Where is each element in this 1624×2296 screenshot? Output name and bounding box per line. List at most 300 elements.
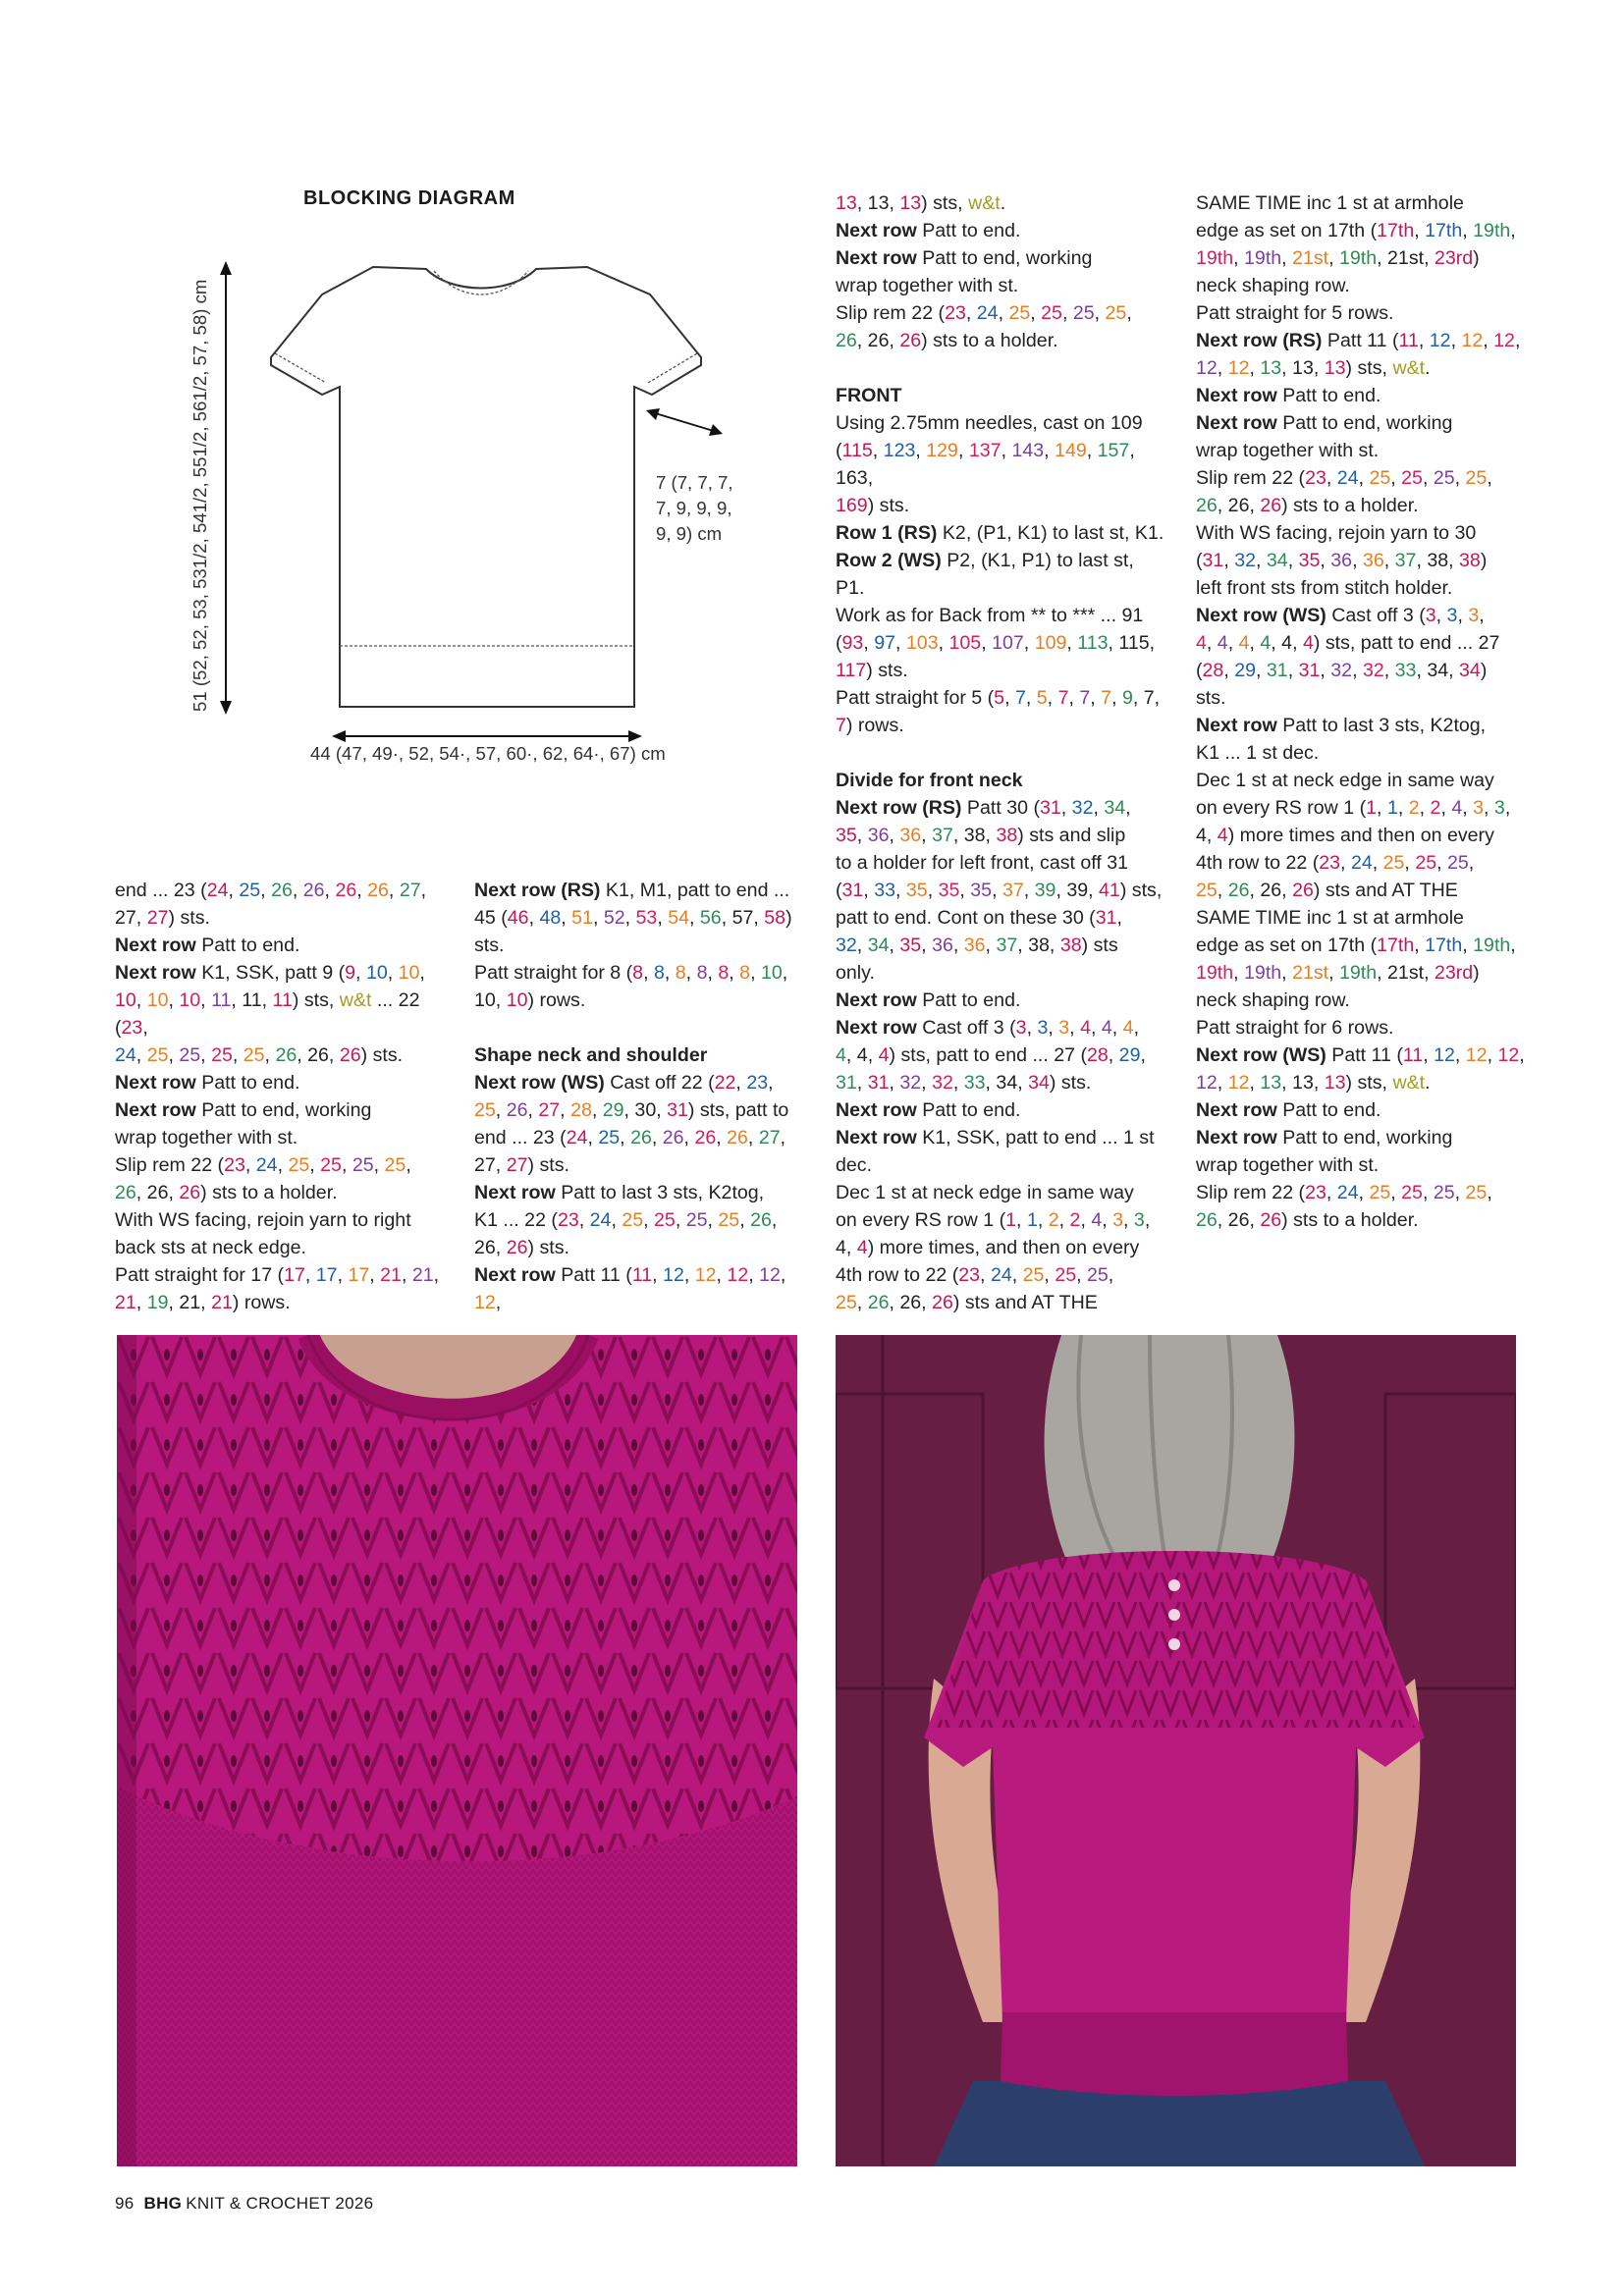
instruction-text: , [1217,1072,1228,1094]
size-value: 31 [1266,660,1288,681]
size-value: 4 [1302,632,1314,654]
instruction-text: , [277,1154,289,1176]
size-value: 12 [663,1264,684,1286]
instruction-text: P2, (K1, P1) to last st, [941,550,1134,571]
pattern-line [836,877,1174,904]
size-value: 25 [384,1154,406,1176]
instruction-text: , [1044,440,1056,461]
instruction-text: Patt to end, working [916,247,1093,269]
size-value: 12 [1196,1072,1218,1094]
size-value: 19th [1339,247,1378,269]
pattern-line [836,987,1174,1014]
instruction-text: , [1479,605,1485,626]
size-value: 26 [694,1127,717,1148]
pattern-line [836,354,1174,382]
size-value: 23rd [1434,962,1474,984]
size-value: 123 [883,440,916,461]
pattern-line [474,877,798,904]
instruction-text: , [1487,467,1492,489]
pattern-line [1196,822,1535,849]
instruction-text: , [921,1072,933,1094]
size-value: 12 [1429,330,1451,351]
size-value: 28 [1202,660,1224,681]
size-value: 8 [632,962,644,984]
size-value: 27 [146,907,169,929]
instruction-text: , [1025,687,1037,709]
instruction-text: ) sts, patt to [687,1099,789,1121]
instruction-text: ) sts, patt to end ... 27 [1313,632,1500,654]
pattern-line [1196,189,1535,217]
size-value: 1 [1026,1209,1038,1231]
pattern-column-1 [115,877,454,1316]
instruction-text: , [1436,852,1447,874]
instruction-text: , [373,1154,385,1176]
instruction-text: to a holder for left front, cast off 31 [836,852,1129,874]
pattern-line [836,547,1174,574]
size-value: 4 [878,1044,890,1066]
size-value: 25 [239,880,261,901]
size-value: 3 [1446,605,1458,626]
instruction-text: , [1256,660,1267,681]
size-value: 27 [758,1127,781,1148]
pattern-line [836,1014,1174,1041]
instruction-text: , [1328,962,1339,984]
instruction-label: Next row (WS) [1196,605,1326,626]
instruction-text: , [292,880,303,901]
size-value: 129 [926,440,958,461]
instruction-text: ) sts, [921,192,969,214]
instruction-text: , [560,1099,571,1121]
size-value: 23 [746,1072,769,1094]
pattern-line [115,1234,454,1261]
instruction-text: Cast off 22 ( [604,1072,715,1094]
instruction-text: , [1011,1264,1023,1286]
size-value: 21st [1292,962,1329,984]
instruction-text: , [420,880,427,901]
size-value: 26 [750,1209,772,1231]
instruction-text: ( [836,880,842,901]
instruction-text: , [1514,330,1521,351]
instruction-text: , [1249,632,1261,654]
instruction-text: , [624,907,636,929]
size-value: 113 [1077,632,1109,654]
pattern-line [836,299,1174,327]
pattern-line [836,1206,1174,1234]
instruction-text: , [1037,1209,1049,1231]
pattern-line [836,574,1174,602]
instruction-text: , [739,1209,751,1231]
instruction-text: , 115, [1108,632,1156,654]
instruction-text: , [419,962,425,984]
size-value: 26 [899,330,922,351]
instruction-text: , 21st, [1377,247,1435,269]
instruction-text: , [611,1209,623,1231]
pattern-line [836,1289,1174,1316]
pattern-line [836,1069,1174,1096]
size-value: 149 [1055,440,1087,461]
instruction-text: , [643,962,654,984]
size-value: 8 [653,962,665,984]
instruction-text: ) rows. [845,715,904,736]
instruction-text: Work as for Back from ** to *** ... 91 [836,605,1144,626]
instruction-text: , [1454,1182,1466,1203]
width-label: 44 (47, 49·, 52, 54·, 57, 60·, 62, 64·, 67) cm [310,743,666,764]
instruction-text: , [1287,550,1299,571]
size-value: 37 [996,934,1018,956]
instruction-text: neck shaping row. [1196,275,1350,296]
size-value: 23 [557,1209,579,1231]
size-value: 12 [1465,1044,1488,1066]
size-value: 3 [1133,1209,1145,1231]
instruction-text: , 38, [1017,934,1060,956]
pattern-line [1196,904,1535,932]
instruction-text: , [1487,1044,1498,1066]
size-value: 17th [1377,220,1415,241]
instruction-text: , 13, [1281,357,1325,379]
size-value: 37 [932,825,953,846]
instruction-text: , 38, [1416,550,1460,571]
pattern-line [115,1041,454,1069]
instruction-text: , [1026,1017,1038,1039]
pattern-line [474,959,798,987]
size-value: 34 [1266,550,1288,571]
size-value: 34 [1028,1072,1050,1094]
sleeve-label-2: 7, 9, 9, 9, [656,498,732,518]
size-value: 26 [506,1099,528,1121]
instruction-text: ) [785,907,792,929]
instruction-label: Next row [474,1264,556,1286]
instruction-text: , [1047,687,1058,709]
instruction-text: , [1450,330,1462,351]
size-value: 10 [179,989,201,1011]
size-value: 1 [1005,1209,1017,1231]
size-value: 24 [976,302,999,324]
size-value: 11 [211,989,232,1011]
instruction-text: ) sts to a holder. [1281,1209,1419,1231]
instruction-label: Next row [1196,412,1277,434]
instruction-label: Next row [836,220,917,241]
size-value: 12 [727,1264,749,1286]
instruction-text: , [1440,797,1452,819]
instruction-text: , [981,632,993,654]
size-value: 7 [1014,687,1026,709]
instruction-text: ) sts to a holder. [1281,495,1419,516]
size-value: 19th [1244,962,1282,984]
size-value: 12 [694,1264,717,1286]
instruction-text: 10, [474,989,507,1011]
instruction-text: , [1030,302,1042,324]
instruction-text: , [952,934,964,956]
size-value: 24 [589,1209,612,1231]
instruction-text: ) sts. [168,907,210,929]
instruction-text: , [1468,852,1475,874]
instruction-text: , [1108,1044,1119,1066]
instruction-text: , [1111,1017,1123,1039]
size-value: 13 [899,192,922,214]
instruction-text: , [652,1264,664,1286]
instruction-text: , [369,1264,381,1286]
size-value: 21st [1292,247,1329,269]
size-value: 25 [1022,1264,1045,1286]
size-value: 12 [1227,357,1250,379]
size-value: 29 [1118,1044,1141,1066]
instruction-text: Patt to last 3 sts, K2tog, [555,1182,765,1203]
size-value: 4 [1080,1017,1091,1039]
size-value: 34 [1104,797,1126,819]
size-value: 25 [1447,852,1469,874]
pattern-line [836,409,1174,437]
size-value: 26 [932,1292,953,1313]
size-value: 22 [714,1072,736,1094]
instruction-text: P1. [836,577,865,599]
instruction-text: , [387,962,399,984]
instruction-text: , [1066,632,1078,654]
instruction-text: , [889,825,900,846]
instruction-text: ) sts. [867,495,910,516]
size-value: 13 [1324,357,1346,379]
instruction-text: left front sts from stitch holder. [1196,577,1453,599]
instruction-text: , [889,1072,900,1094]
instruction-text: , [592,907,604,929]
instruction-text: , [244,1154,256,1176]
pattern-line [474,904,798,932]
instruction-text: , [1326,467,1337,489]
size-value: 33 [874,880,896,901]
instruction-text: Patt 11 ( [1326,1044,1403,1066]
pattern-line [1196,1096,1535,1124]
size-value: 26 [1196,1209,1218,1231]
pattern-line [474,987,798,1014]
instruction-text: , [1086,440,1098,461]
instruction-text: Patt 11 ( [555,1264,632,1286]
size-value: 27 [399,880,421,901]
instruction-text: , 30, [623,1099,668,1121]
size-value: 36 [963,934,986,956]
instruction-text: , [856,825,868,846]
pattern-line [474,1069,798,1096]
instruction-text: , [1249,1072,1261,1094]
size-value: 2 [1048,1209,1059,1231]
instruction-text: K1, SSK, patt to end ... 1 st [916,1127,1155,1148]
size-value: 12 [1196,357,1218,379]
instruction-text: , [324,880,336,901]
size-value: 25 [179,1044,201,1066]
size-value: 12 [474,1292,496,1313]
size-value: 25 [1072,302,1095,324]
instruction-text: , [1435,605,1447,626]
size-value: 25 [1433,467,1455,489]
size-value: 105 [948,632,982,654]
pattern-line [836,217,1174,244]
pattern-line [836,437,1174,492]
instruction-text: , [355,962,366,984]
size-value: 8 [696,962,708,984]
pattern-line [1196,1069,1535,1096]
size-value: 115 [841,440,873,461]
instruction-text: , 57, [721,907,765,929]
instruction-text: K1 ... 1 st dec. [1196,742,1320,764]
size-value: 5 [1036,687,1048,709]
instruction-text: Patt straight for 6 rows. [1196,1017,1394,1039]
size-value: 17th [1425,220,1463,241]
size-value: 7 [1079,687,1091,709]
instruction-text: , [1414,220,1426,241]
size-value: 36 [899,825,922,846]
instruction-text: , [1423,1044,1435,1066]
size-value: 17 [348,1264,370,1286]
instruction-text: , [1044,1264,1056,1286]
size-value: 4 [836,1044,846,1066]
instruction-text: , [1094,302,1106,324]
instruction-text: , [895,880,906,901]
size-value: 25 [1433,1182,1455,1203]
instruction-text: , [135,1044,147,1066]
size-value: 26 [275,1044,298,1066]
size-value: 25 [1369,1182,1391,1203]
size-value: 38 [1459,550,1481,571]
instruction-label: Row 2 (WS) [836,550,942,571]
size-value: 23rd [1434,247,1474,269]
size-value: 10 [115,989,136,1011]
instruction-text: , 4, [845,1044,879,1066]
pattern-line [115,987,454,1041]
instruction-text: , [895,632,906,654]
instruction-text: Cast off 3 ( [1326,605,1426,626]
instruction-text: , [1287,660,1299,681]
instruction-text: , 26, [1217,495,1261,516]
size-value: 21 [115,1292,136,1313]
size-value: 25 [243,1044,265,1066]
size-value: 12 [1493,330,1515,351]
pattern-line [474,1151,798,1179]
size-value: 53 [635,907,658,929]
instruction-text: , [1123,1209,1134,1231]
size-value: 37 [1394,550,1417,571]
instruction-text: , 26, [297,1044,340,1066]
pattern-line [1196,767,1535,794]
instruction-text: , [1223,660,1235,681]
instruction-text: , [1358,1182,1370,1203]
instruction-text: SAME TIME inc 1 st at armhole [1196,907,1464,929]
instruction-text: , [1377,797,1387,819]
size-value: 157 [1097,440,1130,461]
size-value: 25 [718,1209,740,1231]
instruction-label: Next row [836,1099,917,1121]
size-value: 26 [836,330,857,351]
garment-outline [271,267,701,707]
size-value: w&t [339,989,372,1011]
pattern-line [474,1041,798,1069]
instruction-text: ) sts. [360,1044,404,1066]
instruction-text: wrap together with st. [115,1127,298,1148]
pattern-line [836,767,1174,794]
instruction-text: , [683,1127,695,1148]
size-value: 25 [1008,302,1031,324]
instruction-text: , [228,880,240,901]
instruction-label: Next row (RS) [836,797,962,819]
pattern-line [115,1151,454,1179]
instruction-text: , [1068,687,1080,709]
instruction-label: Next row [115,934,196,956]
size-value: 10 [760,962,783,984]
size-value: 32 [1071,797,1094,819]
instruction-text: , [707,962,719,984]
instruction-text: , [168,989,180,1011]
pattern-line [836,794,1174,822]
size-value: 36 [1330,550,1353,571]
size-value: 26 [115,1182,136,1203]
instruction-label: FRONT [836,385,902,406]
instruction-text: , [780,1264,786,1286]
size-value: 3 [1425,605,1436,626]
pattern-line [1196,657,1535,684]
instruction-text: wrap together with st. [1196,1154,1380,1176]
pattern-line [836,1179,1174,1206]
instruction-text: ) sts, [1345,357,1393,379]
size-value: 9 [345,962,356,984]
instruction-text: , [1510,220,1516,241]
pattern-line [1196,712,1535,739]
instruction-text: , [747,1127,759,1148]
size-value: 13 [1324,1072,1346,1094]
instruction-text: , [1090,687,1102,709]
instruction-text: 27, [474,1154,507,1176]
instruction-text: ) sts. [527,1154,569,1176]
size-value: 26 [367,880,389,901]
instruction-text: Dec 1 st at neck edge in same way [1196,770,1494,791]
instruction-text: , [1233,247,1245,269]
instruction-text: , [1001,440,1012,461]
instruction-text: ) sts to a holder. [200,1182,338,1203]
instruction-label: Next row [115,1072,196,1094]
size-value: 11 [631,1264,653,1286]
instruction-text: , [341,1154,352,1176]
size-value: 25 [1369,467,1391,489]
instruction-text: , 4, [1271,632,1303,654]
size-value: 23 [224,1154,245,1176]
instruction-text: , [915,440,927,461]
size-value: 38 [1059,934,1082,956]
instruction-text: ) [1480,550,1488,571]
instruction-text: ) sts, [292,989,340,1011]
size-value: 25 [685,1209,708,1231]
pattern-line [1196,1014,1535,1041]
pattern-line [115,877,454,904]
size-value: 25 [1087,1264,1109,1286]
size-value: 26 [506,1237,528,1258]
blocking-diagram-title: BLOCKING DIAGRAM [303,187,515,209]
size-value: 24 [990,1264,1012,1286]
instruction-text: , [921,934,933,956]
instruction-text: ) rows. [527,989,586,1011]
size-value: 25 [1055,1264,1077,1286]
instruction-text: , [1069,1017,1081,1039]
size-value: 3 [1112,1209,1124,1231]
instruction-text: , [142,1017,148,1039]
size-value: 25 [1196,880,1218,901]
instruction-text: . [1425,357,1431,379]
size-value: 4 [1217,825,1228,846]
instruction-text: , [495,1099,507,1121]
pattern-line [115,932,454,959]
instruction-label: Shape neck and shoulder [474,1044,708,1066]
instruction-text: wrap together with st. [836,275,1019,296]
instruction-text: on every RS row 1 ( [836,1209,1006,1231]
instruction-text: , [856,1072,868,1094]
size-value: 38 [996,825,1018,846]
instruction-text: ) sts and AT THE [952,1292,1098,1313]
instruction-text: ) more times and then on every [1227,825,1494,846]
